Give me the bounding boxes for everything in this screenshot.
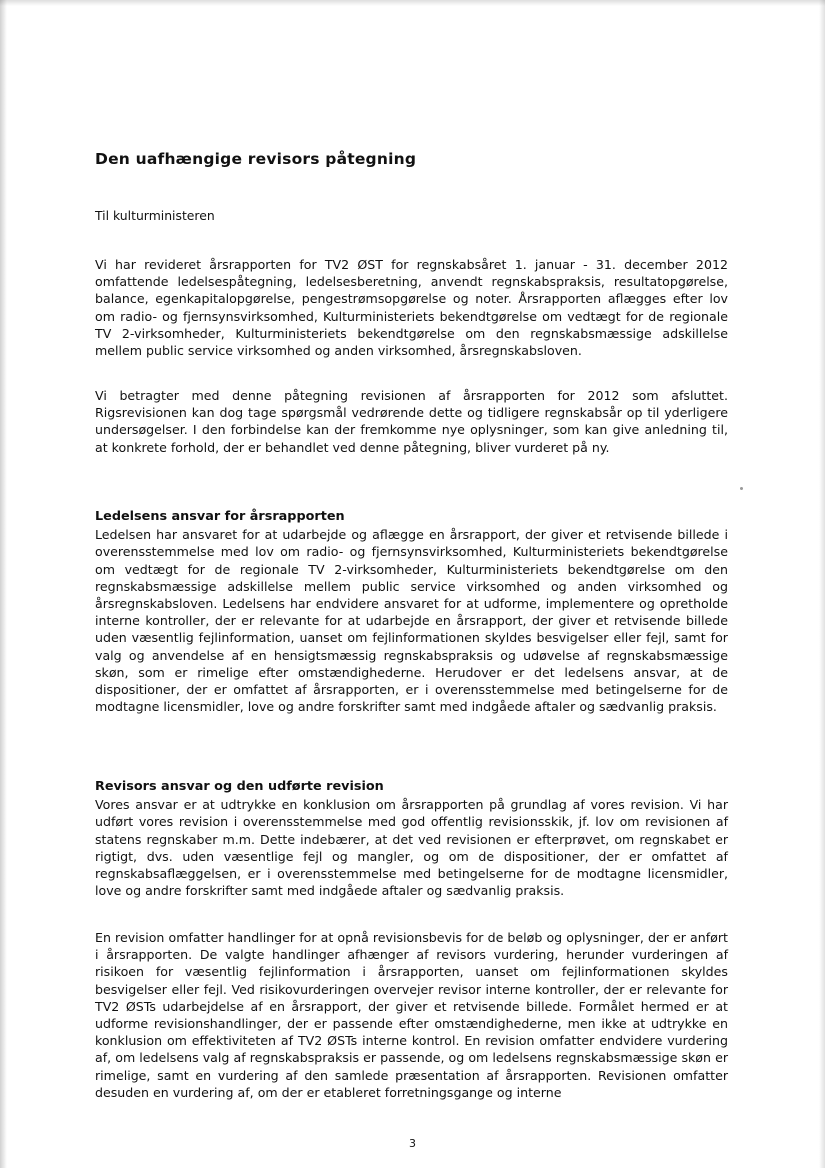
section-heading: Ledelsens ansvar for årsrapporten xyxy=(95,509,345,524)
paragraph-text: En revision omfatter handlinger for at opnå revisionsbevis for de beløb og oplysninger, der er anført i årsrapporten. De valgte handlinger afhænger af revisors vurdering, herunder vurderingen af risikoen for væsentlig fejlinformation i årsrapporten, uanset om fejlinformationen skyldes besvigelser eller fejl. Ved risikovurderingen overvejer revisor interne kontroller, der er relevante for TV2 ØSTs udarbejdelse af en årsrapport, der giver et retvisende billede. Formålet hermed er at udforme revisionshandlinger, der er passende efter omstændighederne, men ikke at udtrykke en konklusion om effektiviteten af TV2 ØSTs interne kontrol. En revision omfatter endvidere vurdering af, om ledelsens valg af regnskabspraksis er passende, og om ledelsens regnskabsmæssige skøn er rimelige, samt en vurdering af den samlede præsentation af årsrapporten. Revisionen omfatter desuden en vurdering af, om der er etableret forretningsgange og interne xyxy=(95,930,728,1100)
section-heading: Revisors ansvar og den udførte revision xyxy=(95,779,384,794)
section-auditor-responsibility xyxy=(95,778,728,899)
paragraph-text: Vi har revideret årsrapporten for TV2 ØST for regnskabsåret 1. januar - 31. december 2012 omfattende ledelsespåtegning, ledelsesberetning, anvendt regnskabspraksis, resultatopgørelse, balance, egenkapitalopgørelse, pengestrømsopgørelse og noter. Årsrapporten aflægges efter lov om radio- og fjernsynsvirksomhed, Kulturministeriets bekendtgørelse om vedtægt for de regionale TV 2-virksomheder, Kulturministeriets bekendtgørelse om den regnskabsmæssige adskillelse mellem public service virksomhed og anden virksomhed, årsregnskabsloven. xyxy=(95,257,728,359)
recipient-line: Til kulturministeren xyxy=(95,208,215,223)
section-auditor-responsibility-paragraph-2 xyxy=(95,929,728,1101)
paragraph-text: Ledelsen har ansvaret for at udarbejde og aflægge en årsrapport, der giver et retvisende billede i overensstemmelse med lov om radio- og fjernsynsvirksomhed, Kulturministeriets bekendtgørelse om vedtægt for de regionale TV 2-virksomheder, Kulturministeriets bekendtgørelse om den regnskabsmæssige adskillelse mellem public service virksomhed og anden virksomhed og årsregnskabsloven. Ledelsens har endvidere ansvaret for at udforme, implementere og opretholde interne kontroller, der er relevante for at udarbejde en årsrapport, der giver et retvisende billede uden væsentlig fejlinformation, uanset om fejlinformationen skyldes besvigelser eller fejl, samt for valg og anvendelse af en hensigtsmæssig regnskabspraksis og udøvelse af regnskabsmæssige skøn, som er rimelige efter omstændighederne. Herudover er det ledelsens ansvar, at de dispositioner, der er omfattet af årsrapporten, er i overensstemmelse med betingelserne for de modtagne licensmidler, love og andre forskrifter samt med indgåede aftaler og sædvanlig praksis. xyxy=(95,527,728,715)
page-number: 3 xyxy=(409,1137,416,1150)
page-edge-shadow-top xyxy=(0,0,825,6)
scan-artifact-speck xyxy=(740,487,743,490)
intro-paragraph-1 xyxy=(95,256,728,359)
page-edge-shadow-right xyxy=(819,0,825,1168)
paragraph-text: Vi betragter med denne påtegning revisionen af årsrapporten for 2012 som afsluttet. Rigsrevisionen kan dog tage spørgsmål vedrørende dette og tidligere regnskabsår op til yderligere undersøgelser. I den forbindelse kan der fremkomme nye oplysninger, som kan give anledning til, at konkrete forhold, der er behandlet ved denne påtegning, bliver vurderet på ny. xyxy=(95,388,728,455)
intro-paragraph-2 xyxy=(95,387,728,456)
page-edge-shadow-left xyxy=(0,0,7,1168)
page-title: Den uafhængige revisors påtegning xyxy=(95,150,417,168)
section-management-responsibility xyxy=(95,508,728,715)
paragraph-text: Vores ansvar er at udtrykke en konklusion om årsrapporten på grundlag af vores revision. Vi har udført vores revision i overensstemmelse med god offentlig revisionsskik, jf. lov om revisionen af statens regnskaber m.m. Dette indebærer, at det ved revisionen er efterprøvet, om regnskabet er rigtigt, dvs. uden væsentlige fejl og mangler, og om de dispositioner, der er omfattet af regnskabsaflæggelsen, er i overensstemmelse med betingelserne for de modtagne licensmidler, love og andre forskrifter samt med indgåede aftaler og sædvanlig praksis. xyxy=(95,797,728,899)
